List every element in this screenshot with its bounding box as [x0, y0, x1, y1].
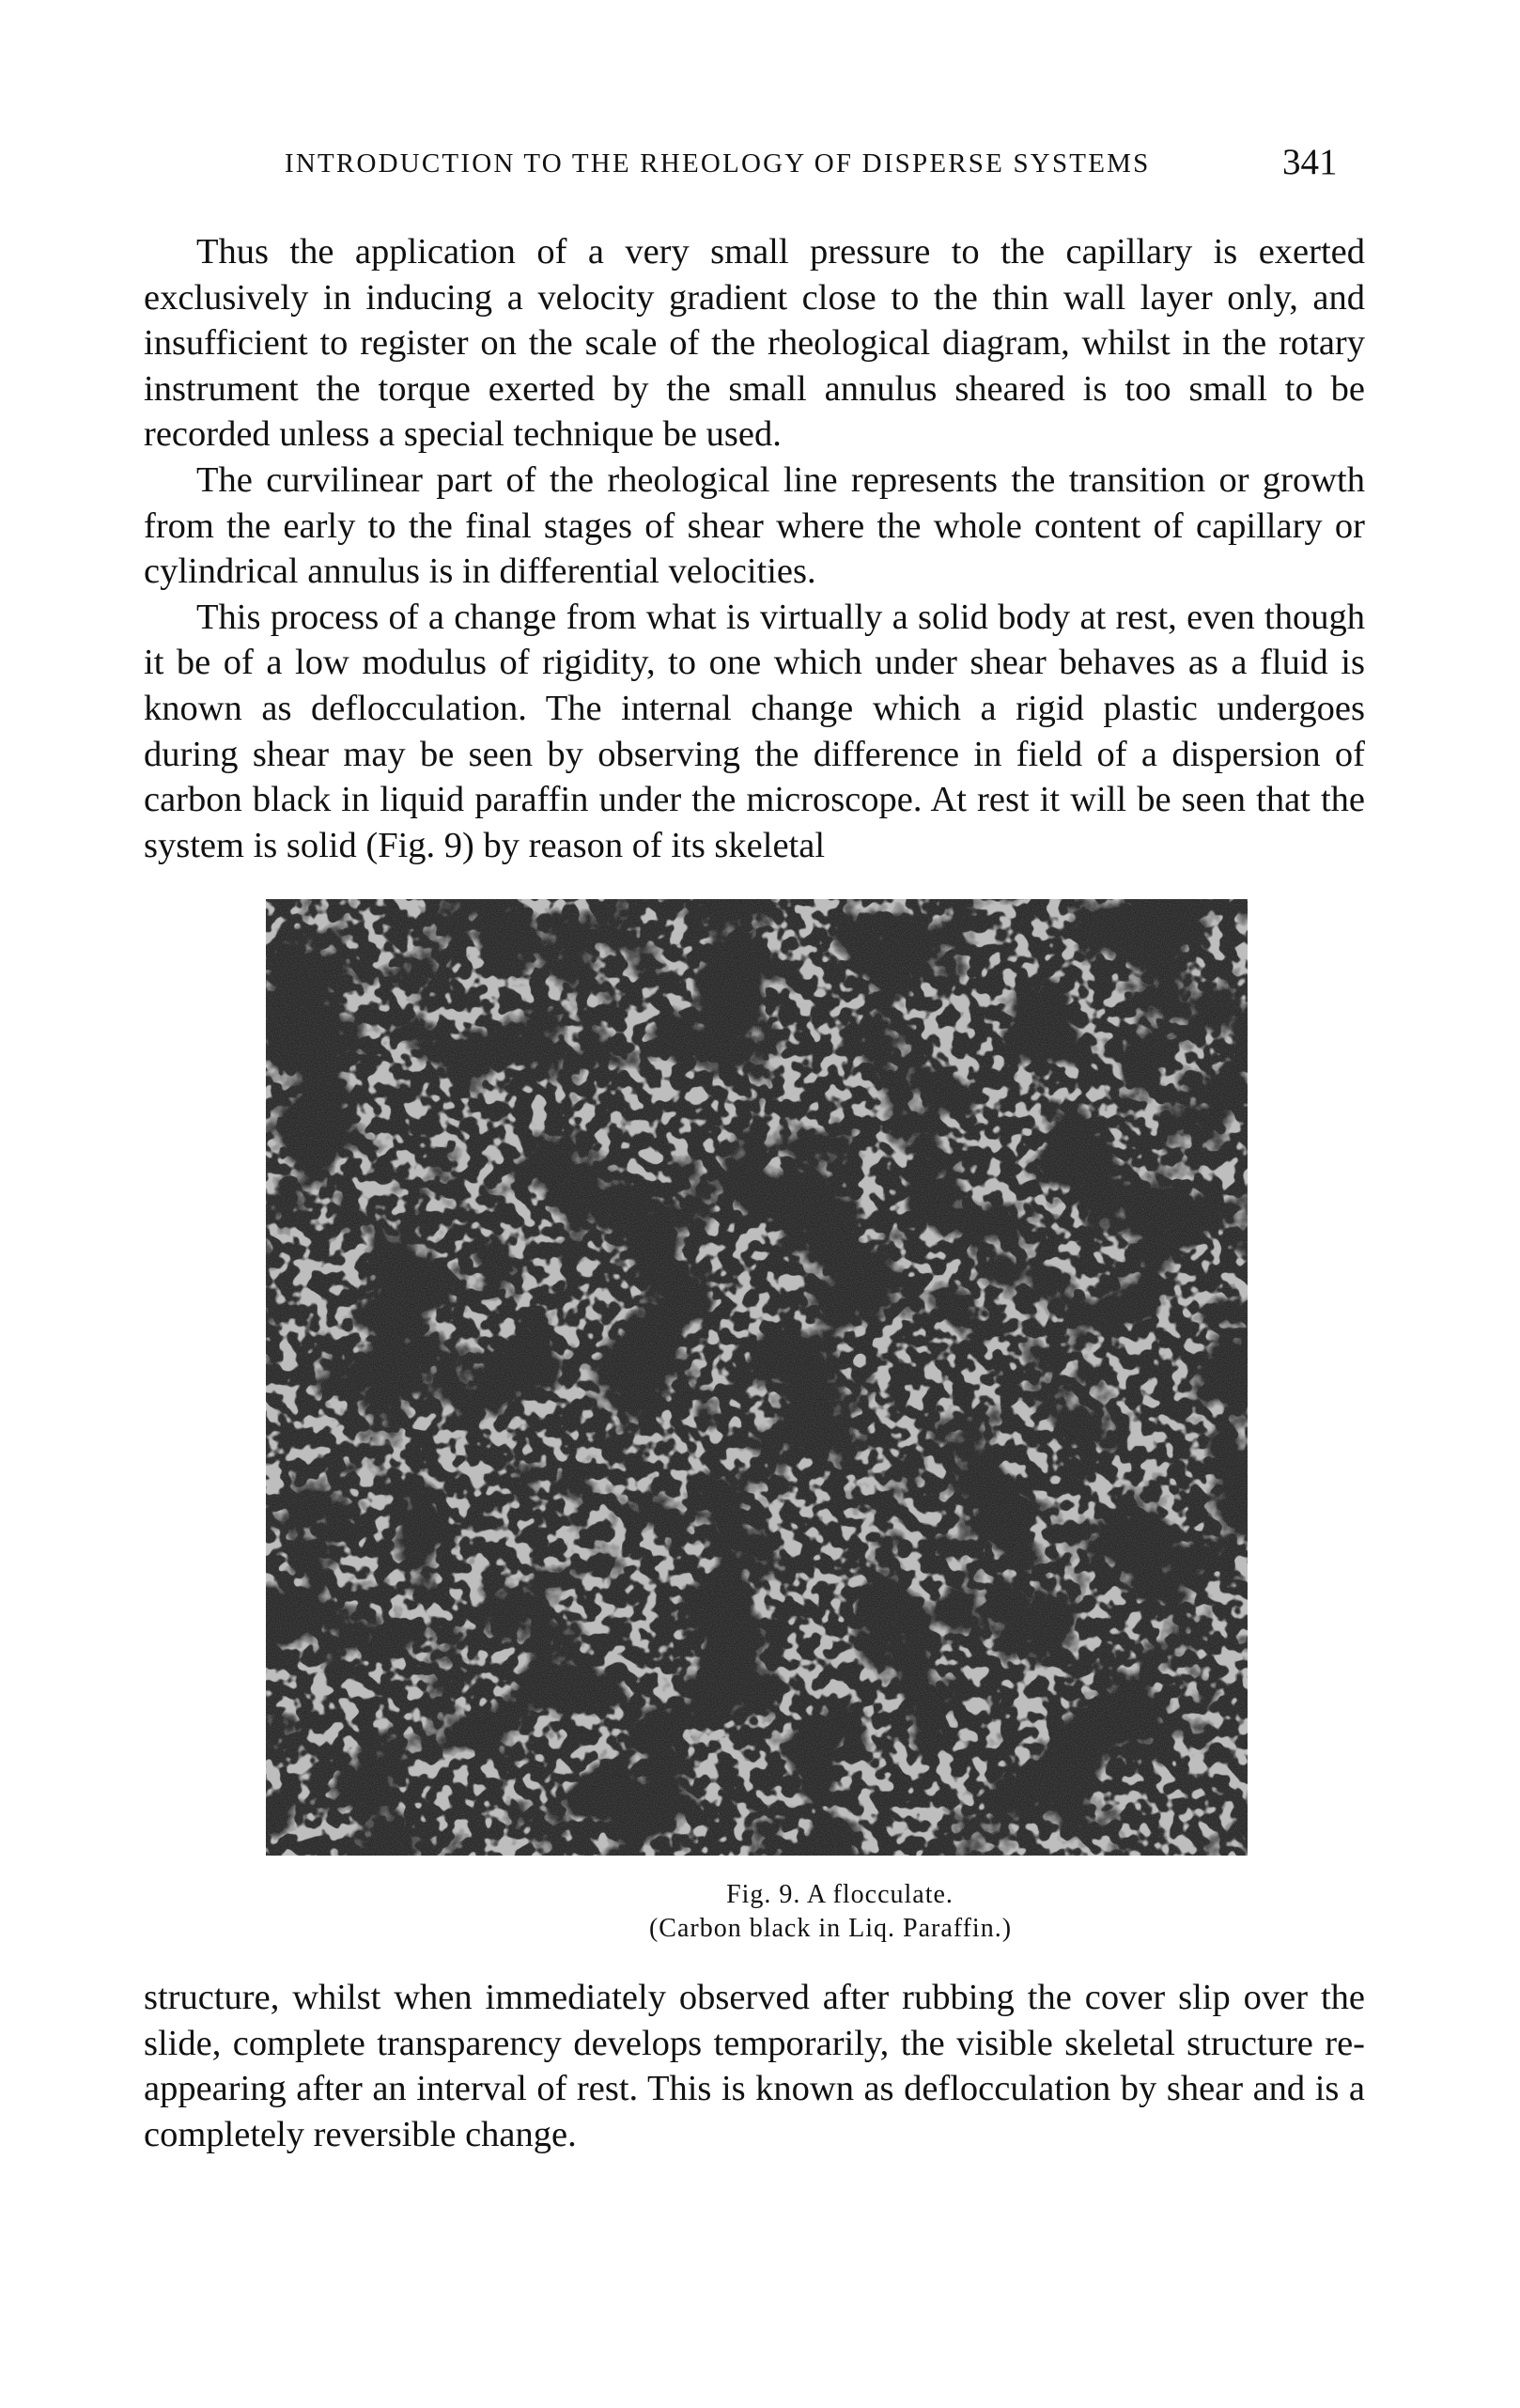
body-text-top — [144, 229, 1365, 868]
figure-micrograph — [266, 899, 1248, 1856]
paragraph: structure, whilst when immediately observed after rubbing the cover slip over the slide, complete transparency develops temporarily, the visible skeletal structure re-appearing after an interval of rest. This is known as deflocculation by shear and is a completely reversible change. — [144, 1978, 1365, 2154]
paragraph: The curvilinear part of the rheological line represents the transition or growth from the early to the final stages of shear where the whole content of capillary or cylindrical annulus is in differential velocities. — [144, 459, 1365, 592]
page-header — [0, 141, 1520, 197]
paragraph: This process of a change from what is virtually a solid body at rest, even though it be of a low modulus of rigidity, to one which under shear behaves as a fluid is known as deflocculation. The internal change which a rigid plastic undergoes during shear may be seen by observing the difference in field of a dispersion of carbon black in liquid paraffin under the microscope. At rest it will be seen that the system is solid (Fig. 9) by reason of its skeletal — [144, 597, 1365, 865]
running-title: INTRODUCTION TO THE RHEOLOGY OF DISPERSE SYSTEMS — [285, 148, 1151, 179]
micrograph-image — [266, 899, 1248, 1856]
paragraph: Thus the application of a very small pressure to the capillary is exerted exclusively in inducing a velocity gradient close to the thin wall layer only, and insufficient to register on the scale of the rheological diagram, whilst in the rotary instrument the torque exerted by the small annulus sheared is too small to be recorded unless a special technique be used. — [144, 232, 1365, 455]
body-text-bottom — [144, 1975, 1365, 2157]
micrograph-grain — [266, 899, 1248, 1856]
figure-caption-subtitle: (Carbon black in Liq. Paraffin.) — [648, 1914, 1013, 1943]
page-number: 341 — [1282, 142, 1338, 182]
figure-caption-title: Fig. 9. A flocculate. — [726, 1880, 954, 1909]
